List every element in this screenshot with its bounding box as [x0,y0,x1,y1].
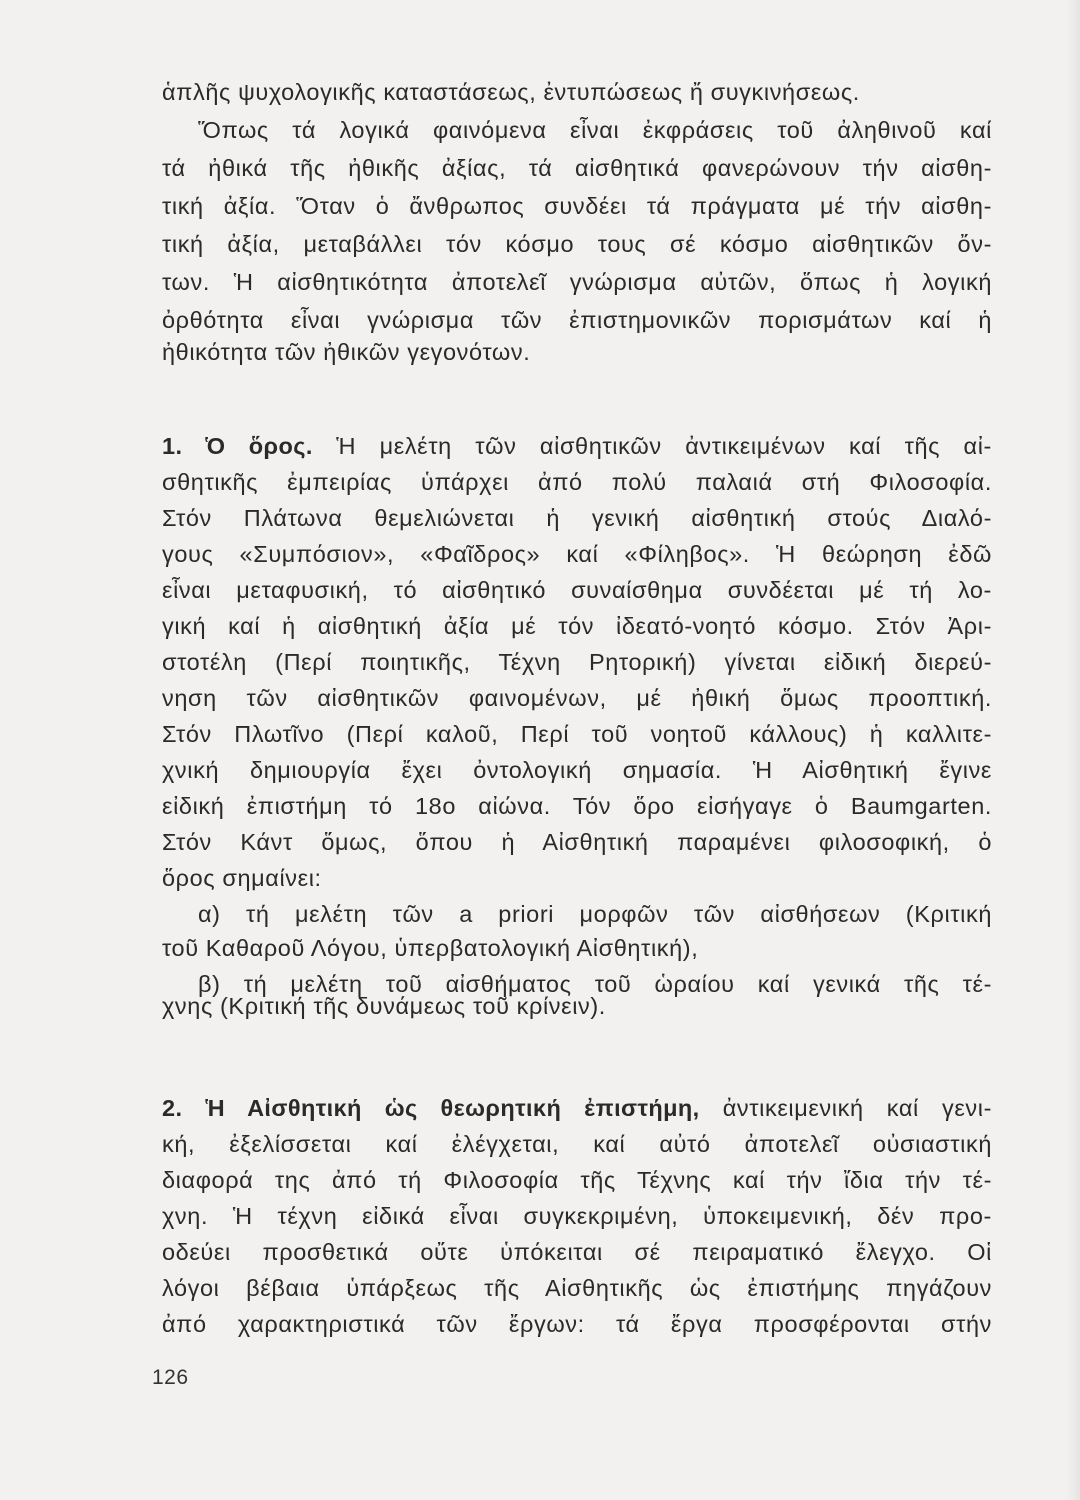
line-text: Στόν Πλωτῖνο (Περί καλοῦ, Περί τοῦ νοητοῦ κάλλους) ἡ καλλιτε- [162,721,992,747]
text-line [162,226,992,262]
text-line [162,500,992,536]
text-line [162,930,992,966]
text-line [162,752,992,788]
line-text: κή, ἐξελίσσεται καί ἐλέγχεται, καί αὐτό ἀποτελεῖ οὐσιαστική [162,1131,992,1157]
text-line [162,644,992,680]
text-line [162,1126,992,1162]
line-text: α) τή μελέτη τῶν a priori μορφῶν τῶν αἰσθήσεων (Κριτική [198,901,992,927]
line-text: ἠθικότητα τῶν ἠθικῶν γεγονότων. [162,339,531,365]
text-line [198,112,992,148]
line-text: νηση τῶν αἰσθητικῶν φαινομένων, μέ ἠθική ὅμως προοπτική. [162,685,992,711]
text-line [162,824,992,860]
text-line [162,334,992,370]
line-text: Ὅπως τά λογικά φαινόμενα εἶναι ἐκφράσεις τοῦ ἀληθινοῦ καί [198,117,992,143]
line-text: Στόν Πλάτωνα θεμελιώνεται ἡ γενική αἰσθητική στούς Διαλό- [162,505,992,531]
text-line [162,1162,992,1198]
line-text: γους «Συμπόσιον», «Φαῖδρος» καί «Φίληβος». Ἡ θεώρηση ἐδῶ [162,541,992,567]
text-line [162,608,992,644]
line-text: ἀντικειμενική καί γενι- [699,1095,992,1121]
line-text: διαφορά της ἀπό τή Φιλοσοφία τῆς Τέχνης καί τήν ἴδια τήν τέ- [162,1167,992,1193]
text-line [162,74,992,110]
line-text: εἶναι μεταφυσική, τό αἰσθητικό συναίσθημα συνδέεται μέ τή λο- [162,577,992,603]
text-line [162,302,992,338]
text-line [162,464,992,500]
text-line [162,572,992,608]
line-text: τική ἀξία. Ὅταν ὁ ἄνθρωπος συνδέει τά πράγματα μέ τήν αἰσθη- [162,193,992,219]
text-line [162,188,992,224]
line-text: ὀρθότητα εἶναι γνώρισμα τῶν ἐπιστημονικῶν πορισμάτων καί ἡ [162,307,992,333]
text-line [162,428,992,464]
line-text: ἀπό χαρακτηριστικά τῶν ἔργων: τά ἔργα προσφέρονται στήν [162,1311,992,1337]
line-text: τά ἠθικά τῆς ἠθικῆς ἀξίας, τά αἰσθητικά φανερώνουν τήν αἰσθη- [162,155,992,181]
text-line [162,1090,992,1126]
line-text: τοῦ Καθαροῦ Λόγου, ὑπερβατολογική Αἰσθητική), [162,935,699,961]
section-heading: 2. Ἡ Αἰσθητική ὡς θεωρητική ἐπιστήμη, [162,1095,700,1121]
text-line [162,680,992,716]
text-line [162,1234,992,1270]
line-text: χνη. Ἡ τέχνη εἰδικά εἶναι συγκεκριμένη, ὑποκειμενική, δέν προ- [162,1203,992,1229]
line-text: χνική δημιουργία ἔχει ὀντολογική σημασία. Ἡ Αἰσθητική ἔγινε [162,757,992,783]
line-text: εἰδική ἐπιστήμη τό 18ο αἰώνα. Τόν ὅρο εἰσήγαγε ὁ Baumgarten. [162,793,992,819]
text-line [162,1306,992,1342]
line-text: των. Ἡ αἰσθητικότητα ἀποτελεῖ γνώρισμα αὐτῶν, ὅπως ἡ λογική [162,269,992,295]
text-line [162,264,992,300]
text-line [198,896,992,932]
text-line [162,988,992,1024]
text-line [162,788,992,824]
page-number: 126 [152,1366,189,1389]
text-line [162,1198,992,1234]
line-text: Στόν Κάντ ὅμως, ὅπου ἡ Αἰσθητική παραμένει φιλοσοφική, ὁ [162,829,992,855]
section-heading: 1. Ὁ ὅρος. [162,433,313,459]
line-text: λόγοι βέβαια ὑπάρξεως τῆς Αἰσθητικῆς ὡς ἐπιστήμης πηγάζουν [162,1275,992,1301]
line-text: ἁπλῆς ψυχολογικῆς καταστάσεως, ἐντυπώσεως ἤ συγκινήσεως. [162,79,860,105]
line-text: σθητικῆς ἐμπειρίας ὑπάρχει ἀπό πολύ παλαιά στή Φιλοσοφία. [162,469,992,495]
text-line [162,860,992,896]
line-text: τική ἀξία, μεταβάλλει τόν κόσμο τους σέ κόσμο αἰσθητικῶν ὄν- [162,231,992,257]
line-text: Ἡ μελέτη τῶν αἰσθητικῶν ἀντικειμένων καί τῆς αἰ- [312,433,992,459]
line-text: χνης (Κριτική τῆς δυνάμεως τοῦ κρίνειν). [162,993,606,1019]
text-line [162,1270,992,1306]
line-text: ὅρος σημαίνει: [162,865,322,891]
line-text: γική καί ἡ αἰσθητική ἀξία μέ τόν ἰδεατό-νοητό κόσμο. Στόν Ἀρι- [162,613,992,639]
text-line [162,536,992,572]
line-text: β) τή μελέτη τοῦ αἰσθήματος τοῦ ὡραίου καί γενικά τῆς τέ- [198,971,992,997]
line-text: οδεύει προσθετικά οὔτε ὑπόκειται σέ πειραματικό ἔλεγχο. Οἱ [162,1239,992,1265]
line-text: στοτέλη (Περί ποιητικῆς, Τέχνη Ρητορική) γίνεται εἰδική διερεύ- [162,649,992,675]
text-line [162,150,992,186]
text-line [162,716,992,752]
